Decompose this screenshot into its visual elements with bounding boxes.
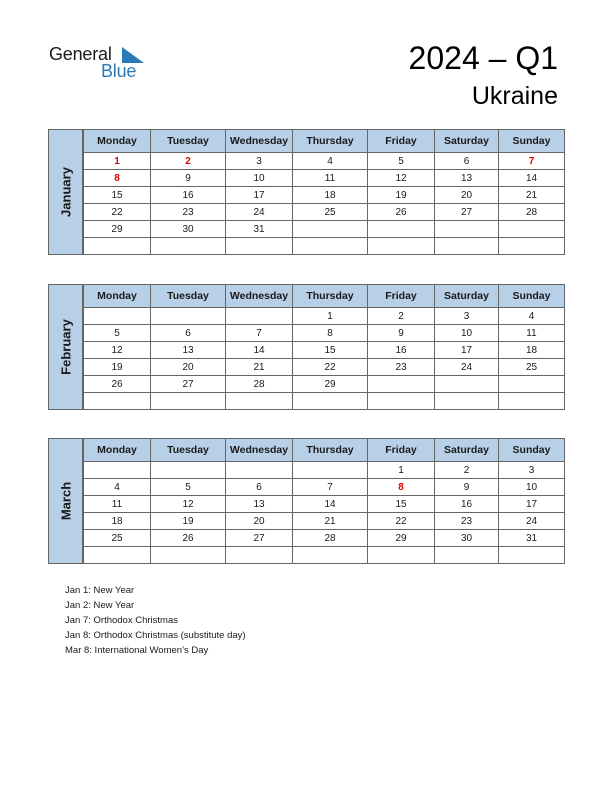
day-cell	[151, 547, 226, 564]
day-cell: 17	[435, 342, 499, 359]
holiday-note: Jan 8: Orthodox Christmas (substitute day)	[65, 630, 246, 641]
weekday-header: Saturday	[435, 130, 499, 153]
day-cell: 18	[499, 342, 565, 359]
weekday-header: Monday	[84, 130, 151, 153]
weekday-header: Saturday	[435, 285, 499, 308]
weekday-header: Sunday	[499, 285, 565, 308]
week-row	[84, 308, 565, 325]
day-cell: 22	[84, 204, 151, 221]
day-cell: 18	[293, 187, 368, 204]
day-cell: 16	[368, 342, 435, 359]
day-cell	[368, 376, 435, 393]
day-cell: 8	[368, 479, 435, 496]
day-cell: 13	[151, 342, 226, 359]
day-cell: 25	[293, 204, 368, 221]
weekday-header: Monday	[84, 439, 151, 462]
day-cell: 23	[368, 359, 435, 376]
holiday-note: Mar 8: International Women’s Day	[65, 645, 209, 656]
day-cell: 23	[435, 513, 499, 530]
day-cell: 14	[293, 496, 368, 513]
day-cell: 7	[499, 153, 565, 170]
day-cell: 28	[293, 530, 368, 547]
logo-text-blue: Blue	[101, 61, 137, 81]
day-cell: 3	[226, 153, 293, 170]
day-cell	[226, 547, 293, 564]
day-cell: 12	[151, 496, 226, 513]
holiday-note: Jan 1: New Year	[65, 585, 135, 596]
day-cell: 4	[499, 308, 565, 325]
day-cell: 12	[84, 342, 151, 359]
country-name: Ukraine	[471, 82, 558, 110]
day-cell: 15	[293, 342, 368, 359]
weekday-header: Tuesday	[151, 130, 226, 153]
day-cell: 1	[293, 308, 368, 325]
day-cell: 14	[226, 342, 293, 359]
day-cell: 28	[226, 376, 293, 393]
month-label	[48, 438, 83, 564]
week-row	[84, 547, 565, 564]
day-cell	[151, 462, 226, 479]
day-cell: 22	[293, 359, 368, 376]
weekday-header: Thursday	[293, 285, 368, 308]
weekday-header: Friday	[368, 285, 435, 308]
day-cell: 7	[293, 479, 368, 496]
day-cell: 26	[368, 204, 435, 221]
day-cell	[151, 308, 226, 325]
day-cell	[226, 462, 293, 479]
day-cell: 9	[151, 170, 226, 187]
day-cell	[293, 547, 368, 564]
day-cell: 2	[151, 153, 226, 170]
day-cell: 6	[151, 325, 226, 342]
week-row	[84, 325, 565, 342]
week-row	[84, 513, 565, 530]
week-row	[84, 170, 565, 187]
day-cell	[368, 393, 435, 410]
weekday-header-row	[84, 130, 565, 153]
day-cell: 4	[84, 479, 151, 496]
week-row	[84, 221, 565, 238]
day-cell: 31	[226, 221, 293, 238]
day-cell: 30	[151, 221, 226, 238]
month-block-march	[48, 438, 564, 564]
day-cell	[226, 238, 293, 255]
weekday-header-row	[84, 439, 565, 462]
day-cell: 5	[368, 153, 435, 170]
day-cell: 10	[435, 325, 499, 342]
weekday-header: Wednesday	[226, 130, 293, 153]
weekday-header: Friday	[368, 130, 435, 153]
weekday-header: Sunday	[499, 439, 565, 462]
day-cell: 31	[499, 530, 565, 547]
day-cell: 8	[84, 170, 151, 187]
weekday-header: Wednesday	[226, 439, 293, 462]
day-cell: 5	[151, 479, 226, 496]
day-cell: 11	[499, 325, 565, 342]
week-row	[84, 496, 565, 513]
day-cell: 20	[435, 187, 499, 204]
day-cell	[293, 238, 368, 255]
day-cell: 10	[499, 479, 565, 496]
day-cell	[368, 547, 435, 564]
day-cell	[84, 308, 151, 325]
day-cell	[499, 238, 565, 255]
day-cell: 6	[435, 153, 499, 170]
calendar-table	[83, 284, 565, 410]
day-cell: 19	[368, 187, 435, 204]
day-cell: 29	[84, 221, 151, 238]
day-cell: 13	[226, 496, 293, 513]
week-row	[84, 530, 565, 547]
logo	[49, 44, 149, 84]
day-cell: 29	[293, 376, 368, 393]
day-cell: 26	[84, 376, 151, 393]
day-cell: 2	[435, 462, 499, 479]
day-cell: 7	[226, 325, 293, 342]
day-cell: 3	[499, 462, 565, 479]
day-cell	[226, 308, 293, 325]
month-name: January	[58, 167, 73, 217]
day-cell	[435, 393, 499, 410]
day-cell: 9	[368, 325, 435, 342]
day-cell	[368, 221, 435, 238]
day-cell	[226, 393, 293, 410]
day-cell	[84, 393, 151, 410]
day-cell: 30	[435, 530, 499, 547]
day-cell: 26	[151, 530, 226, 547]
day-cell: 14	[499, 170, 565, 187]
week-row	[84, 238, 565, 255]
day-cell: 24	[226, 204, 293, 221]
weekday-header: Monday	[84, 285, 151, 308]
weekday-header: Wednesday	[226, 285, 293, 308]
weekday-header: Sunday	[499, 130, 565, 153]
day-cell	[151, 393, 226, 410]
day-cell	[368, 238, 435, 255]
day-cell: 24	[499, 513, 565, 530]
day-cell: 3	[435, 308, 499, 325]
weekday-header-row	[84, 285, 565, 308]
day-cell: 16	[435, 496, 499, 513]
day-cell	[435, 547, 499, 564]
day-cell: 4	[293, 153, 368, 170]
day-cell: 28	[499, 204, 565, 221]
week-row	[84, 479, 565, 496]
day-cell: 1	[368, 462, 435, 479]
day-cell	[151, 238, 226, 255]
day-cell	[435, 376, 499, 393]
weekday-header: Thursday	[293, 130, 368, 153]
weekday-header: Tuesday	[151, 285, 226, 308]
day-cell: 25	[499, 359, 565, 376]
day-cell	[84, 238, 151, 255]
day-cell	[499, 221, 565, 238]
month-block-january	[48, 129, 564, 255]
day-cell: 27	[151, 376, 226, 393]
day-cell	[293, 393, 368, 410]
day-cell	[499, 376, 565, 393]
week-row	[84, 393, 565, 410]
day-cell: 8	[293, 325, 368, 342]
day-cell	[84, 547, 151, 564]
week-row	[84, 376, 565, 393]
day-cell: 27	[435, 204, 499, 221]
day-cell: 21	[499, 187, 565, 204]
day-cell: 18	[84, 513, 151, 530]
day-cell: 29	[368, 530, 435, 547]
day-cell: 9	[435, 479, 499, 496]
calendar-table	[83, 129, 565, 255]
month-name: February	[58, 319, 73, 375]
day-cell: 19	[84, 359, 151, 376]
day-cell: 25	[84, 530, 151, 547]
day-cell: 22	[368, 513, 435, 530]
month-name: March	[58, 481, 73, 521]
calendar-table	[83, 438, 565, 564]
weekday-header: Saturday	[435, 439, 499, 462]
week-row	[84, 342, 565, 359]
week-row	[84, 204, 565, 221]
day-cell: 10	[226, 170, 293, 187]
day-cell: 17	[226, 187, 293, 204]
week-row	[84, 462, 565, 479]
holiday-note: Jan 2: New Year	[65, 600, 135, 611]
day-cell	[293, 221, 368, 238]
week-row	[84, 187, 565, 204]
day-cell: 21	[293, 513, 368, 530]
day-cell: 21	[226, 359, 293, 376]
day-cell: 11	[84, 496, 151, 513]
day-cell	[435, 238, 499, 255]
weekday-header: Friday	[368, 439, 435, 462]
day-cell: 23	[151, 204, 226, 221]
day-cell	[84, 462, 151, 479]
day-cell	[293, 462, 368, 479]
page-title: 2024 – Q1	[408, 40, 558, 76]
month-label	[48, 129, 83, 255]
month-block-february	[48, 284, 564, 410]
day-cell: 20	[226, 513, 293, 530]
day-cell: 6	[226, 479, 293, 496]
day-cell: 19	[151, 513, 226, 530]
month-label	[48, 284, 83, 410]
day-cell: 20	[151, 359, 226, 376]
day-cell: 15	[84, 187, 151, 204]
day-cell	[499, 393, 565, 410]
logo-text-general: General	[49, 44, 112, 64]
day-cell: 12	[368, 170, 435, 187]
day-cell: 17	[499, 496, 565, 513]
day-cell: 11	[293, 170, 368, 187]
weekday-header: Thursday	[293, 439, 368, 462]
day-cell: 16	[151, 187, 226, 204]
day-cell: 2	[368, 308, 435, 325]
day-cell: 27	[226, 530, 293, 547]
day-cell: 5	[84, 325, 151, 342]
holiday-notes	[65, 583, 246, 658]
day-cell: 1	[84, 153, 151, 170]
week-row	[84, 359, 565, 376]
day-cell: 13	[435, 170, 499, 187]
day-cell	[499, 547, 565, 564]
holiday-note: Jan 7: Orthodox Christmas	[65, 615, 178, 626]
day-cell: 15	[368, 496, 435, 513]
weekday-header: Tuesday	[151, 439, 226, 462]
day-cell	[435, 221, 499, 238]
day-cell: 24	[435, 359, 499, 376]
week-row	[84, 153, 565, 170]
